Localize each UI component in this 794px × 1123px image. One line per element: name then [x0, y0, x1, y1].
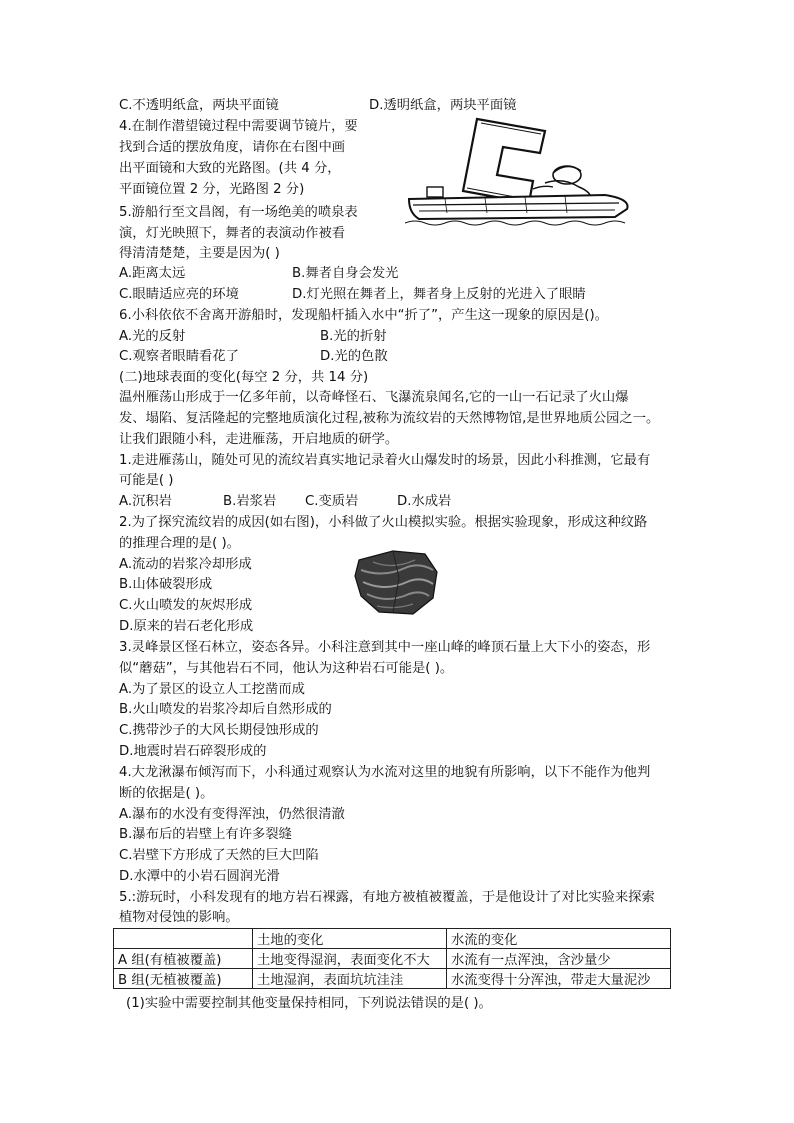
table-header-cell: 水流的变化	[447, 929, 671, 949]
e-q3-line-2: 似“蘑菇”，与其他岩石不同，他认为这种岩石可能是( )。	[119, 661, 454, 676]
q5-option-c: C.眼睛适应亮的环境	[119, 287, 239, 302]
q5-option-b: B.舞者自身会发光	[292, 266, 399, 281]
e-q4-option-b: B.瀑布后的岩壁上有许多裂缝	[119, 827, 292, 842]
q5-option-a: A.距离太远	[119, 266, 186, 281]
e-q2-option-a: A.流动的岩浆冷却形成	[119, 557, 252, 572]
e-q3-option-c: C.携带沙子的大风长期侵蚀形成的	[119, 723, 319, 738]
table-row	[114, 949, 671, 969]
q4-line-2: 找到合适的摆放角度，请你在右图中画	[119, 140, 346, 155]
periscope-boat-figure	[405, 113, 635, 228]
q4-line-4: 平面镜位置 2 分，光路图 2 分)	[119, 182, 305, 197]
q5-line-3: 得清清楚楚，主要是因为( )	[119, 246, 280, 261]
option-d-prev: D.透明纸盒，两块平面镜	[369, 98, 517, 113]
e-q2-option-b: B.山体破裂形成	[119, 577, 213, 592]
e-q3-option-b: B.火山喷发的岩浆冷却后自然形成的	[119, 702, 332, 717]
q4-line-1: 4.在制作潜望镜过程中需要调节镜片，要	[119, 119, 358, 134]
q5-line-2: 演，灯光映照下，舞者的表演动作被看	[119, 226, 346, 241]
e-q4-line-2: 断的依据是( )。	[119, 786, 214, 801]
table-cell: 土地变得湿润，表面变化不大	[253, 949, 447, 969]
e-q1-line-2: 可能是( )	[119, 473, 174, 488]
table-header-row	[114, 929, 671, 949]
intro-line-2: 发、塌陷、复活隆起的完整地质演化过程,被称为流纹岩的天然博物馆,是世界地质公园之一。	[119, 411, 660, 426]
e-q1-option-d: D.水成岩	[397, 494, 452, 509]
q5-option-d: D.灯光照在舞者上，舞者身上反射的光进入了眼睛	[292, 287, 586, 302]
e-q1-line-1: 1.走进雁荡山，随处可见的流纹岩真实地记录着火山爆发时的场景，因此小科推测，它最有	[119, 453, 651, 468]
table-header-cell: 土地的变化	[253, 929, 447, 949]
rhyolite-rock-figure	[353, 548, 439, 618]
intro-line-1: 温州雁荡山形成于一亿多年前，以奇峰怪石、飞瀑流泉闻名,它的一山一石记录了火山爆	[119, 390, 629, 405]
q6-option-c: C.观察者眼睛看花了	[119, 349, 239, 364]
option-c-prev: C.不透明纸盒，两块平面镜	[119, 98, 279, 113]
e-q3-option-d: D.地震时岩石碎裂形成的	[119, 744, 267, 759]
table-cell: 土地湿润，表面坑坑洼洼	[253, 969, 447, 989]
q4-line-3: 出平面镜和大致的光路图。(共 4 分，	[119, 161, 341, 176]
e-q4-option-a: A.瀑布的水没有变得浑浊，仍然很清澈	[119, 807, 345, 822]
intro-line-3: 让我们跟随小科，走进雁荡，开启地质的研学。	[119, 432, 399, 447]
erosion-experiment-table	[113, 928, 671, 989]
section-heading: (二)地球表面的变化(每空 2 分，共 14 分)	[119, 370, 369, 385]
table-header-cell	[114, 929, 253, 949]
e-q2-line-2: 的推理合理的是( )。	[119, 536, 240, 551]
table-cell: 水流有一点浑浊，含沙量少	[447, 949, 671, 969]
e-q2-line-1: 2.为了探究流纹岩的成因(如右图)，小科做了火山模拟实验。根据实验现象，形成这种纹路	[119, 515, 648, 530]
e-q3-option-a: A.为了景区的设立人工挖凿而成	[119, 682, 305, 697]
q6-stem: 6.小科依依不舍离开游船时，发现船杆插入水中“折了”，产生这一现象的原因是()。	[119, 308, 608, 323]
q6-option-b: B.光的折射	[320, 329, 387, 344]
q5-line-1: 5.游船行至文昌阁，有一场绝美的喷泉表	[119, 205, 358, 220]
e-q4-option-d: D.水潭中的小岩石圆润光滑	[119, 869, 280, 884]
e-q5-sub1: (1)实验中需要控制其他变量保持相同，下列说法错误的是( )。	[126, 996, 492, 1011]
e-q1-option-c: C.变质岩	[305, 494, 359, 509]
e-q2-option-c: C.火山喷发的灰烬形成	[119, 598, 253, 613]
e-q4-line-1: 4.大龙湫瀑布倾泻而下，小科通过观察认为水流对这里的地貌有所影响，以下不能作为他判	[119, 765, 651, 780]
table-cell: B 组(无植被覆盖)	[114, 969, 253, 989]
q6-option-a: A.光的反射	[119, 329, 186, 344]
e-q5-line-1: 5.:游玩时，小科发现有的地方岩石裸露，有地方被植被覆盖，于是他设计了对比实验来探索	[119, 890, 655, 905]
q6-option-d: D.光的色散	[320, 349, 388, 364]
e-q2-option-d: D.原来的岩石老化形成	[119, 619, 254, 634]
table-cell: 水流变得十分浑浊，带走大量泥沙	[447, 969, 671, 989]
e-q1-option-b: B.岩浆岩	[223, 494, 277, 509]
table-row	[114, 969, 671, 989]
e-q3-line-1: 3.灵峰景区怪石林立，姿态各异。小科注意到其中一座山峰的峰顶石量上大下小的姿态，形	[119, 640, 651, 655]
e-q1-option-a: A.沉积岩	[119, 494, 172, 509]
e-q5-line-2: 植物对侵蚀的影响。	[119, 910, 239, 925]
table-cell: A 组(有植被覆盖)	[114, 949, 253, 969]
e-q4-option-c: C.岩壁下方形成了天然的巨大凹陷	[119, 848, 319, 863]
